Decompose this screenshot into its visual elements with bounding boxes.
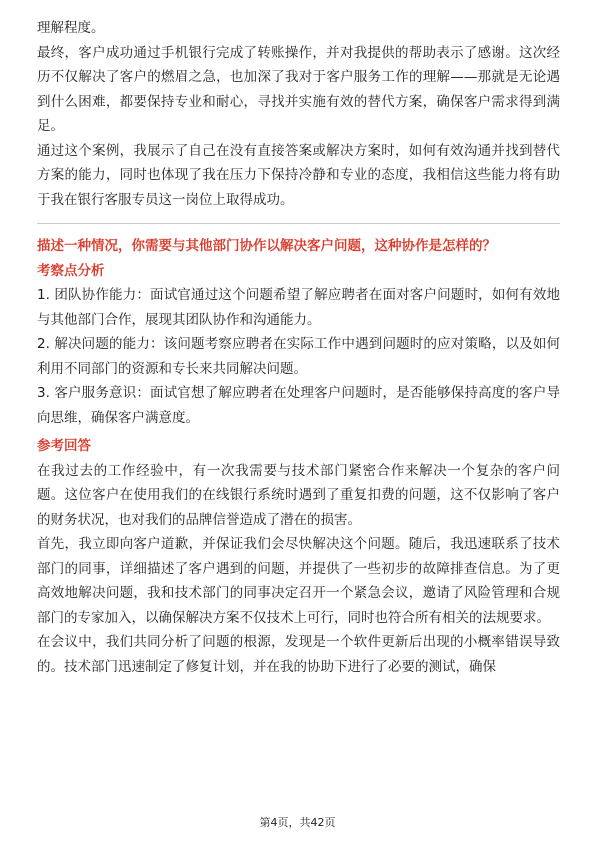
answer-paragraph-2: 首先，我立即向客户道歉，并保证我们会尽快解决这个问题。随后，我迅速联系了技术部门的同事，详细描述了客户遇到的问题，并提供了一些初步的故障排查信息。为了更高效地解决问题，我和技术部门的同事决定召开一个紧急会议，邀请了风险管理和合规部门的专家加入，以确保解决方案不仅技术上可行，同时也符合所有相关的法规要求。 (37, 536, 560, 626)
page-content (37, 16, 560, 679)
intro-paragraph-3: 通过这个案例，我展示了自己在没有直接答案或解决方案时，如何有效沟通并找到替代方案的能力，同时也体现了我在压力下保持冷静和专业的态度，我相信这些能力将有助于我在银行客服专员这一岗位上取得成功。 (37, 142, 560, 208)
analysis-point-3: 3. 客户服务意识：面试官想了解应聘者在处理客户问题时，是否能够保持高度的客户导向思维，确保客户满意度。 (37, 385, 560, 426)
question-title: 描述一种情况，你需要与其他部门协作以解决客户问题，这种协作是怎样的？ (37, 238, 496, 254)
analysis-point-1: 1. 团队协作能力：面试官通过这个问题希望了解应聘者在面对客户问题时，如何有效地与其他部门合作，展现其团队协作和沟通能力。 (37, 287, 560, 328)
analysis-point-2: 2. 解决问题的能力：该问题考察应聘者在实际工作中遇到问题时的应对策略，以及如何利用不同部门的资源和专长来共同解决问题。 (37, 336, 560, 377)
answer-heading: 参考回答 (37, 438, 91, 454)
answer-paragraph-1: 在我过去的工作经验中，有一次我需要与技术部门紧密合作来解决一个复杂的客户问题。这位客户在使用我们的在线银行系统时遇到了重复扣费的问题，这不仅影响了客户的财务状况，也对我们的品牌信誉造成了潜在的损害。 (37, 462, 560, 528)
intro-paragraph-2: 最终，客户成功通过手机银行完成了转账操作，并对我提供的帮助表示了感谢。这次经历不仅解决了客户的燃眉之急，也加深了我对于客户服务工作的理解——那就是无论遇到什么困难，都要保持专业和耐心，寻找并实施有效的替代方案，确保客户需求得到满足。 (37, 44, 560, 134)
page-number-footer: 第4页，共42页 (259, 816, 336, 829)
analysis-heading: 考察点分析 (37, 262, 105, 279)
section-divider (37, 223, 560, 224)
intro-paragraph-1: 理解程度。 (37, 20, 105, 36)
answer-paragraph-3: 在会议中，我们共同分析了问题的根源，发现是一个软件更新后出现的小概率错误导致的。技术部门迅速制定了修复计划，并在我的协助下进行了必要的测试，确保 (37, 634, 560, 675)
